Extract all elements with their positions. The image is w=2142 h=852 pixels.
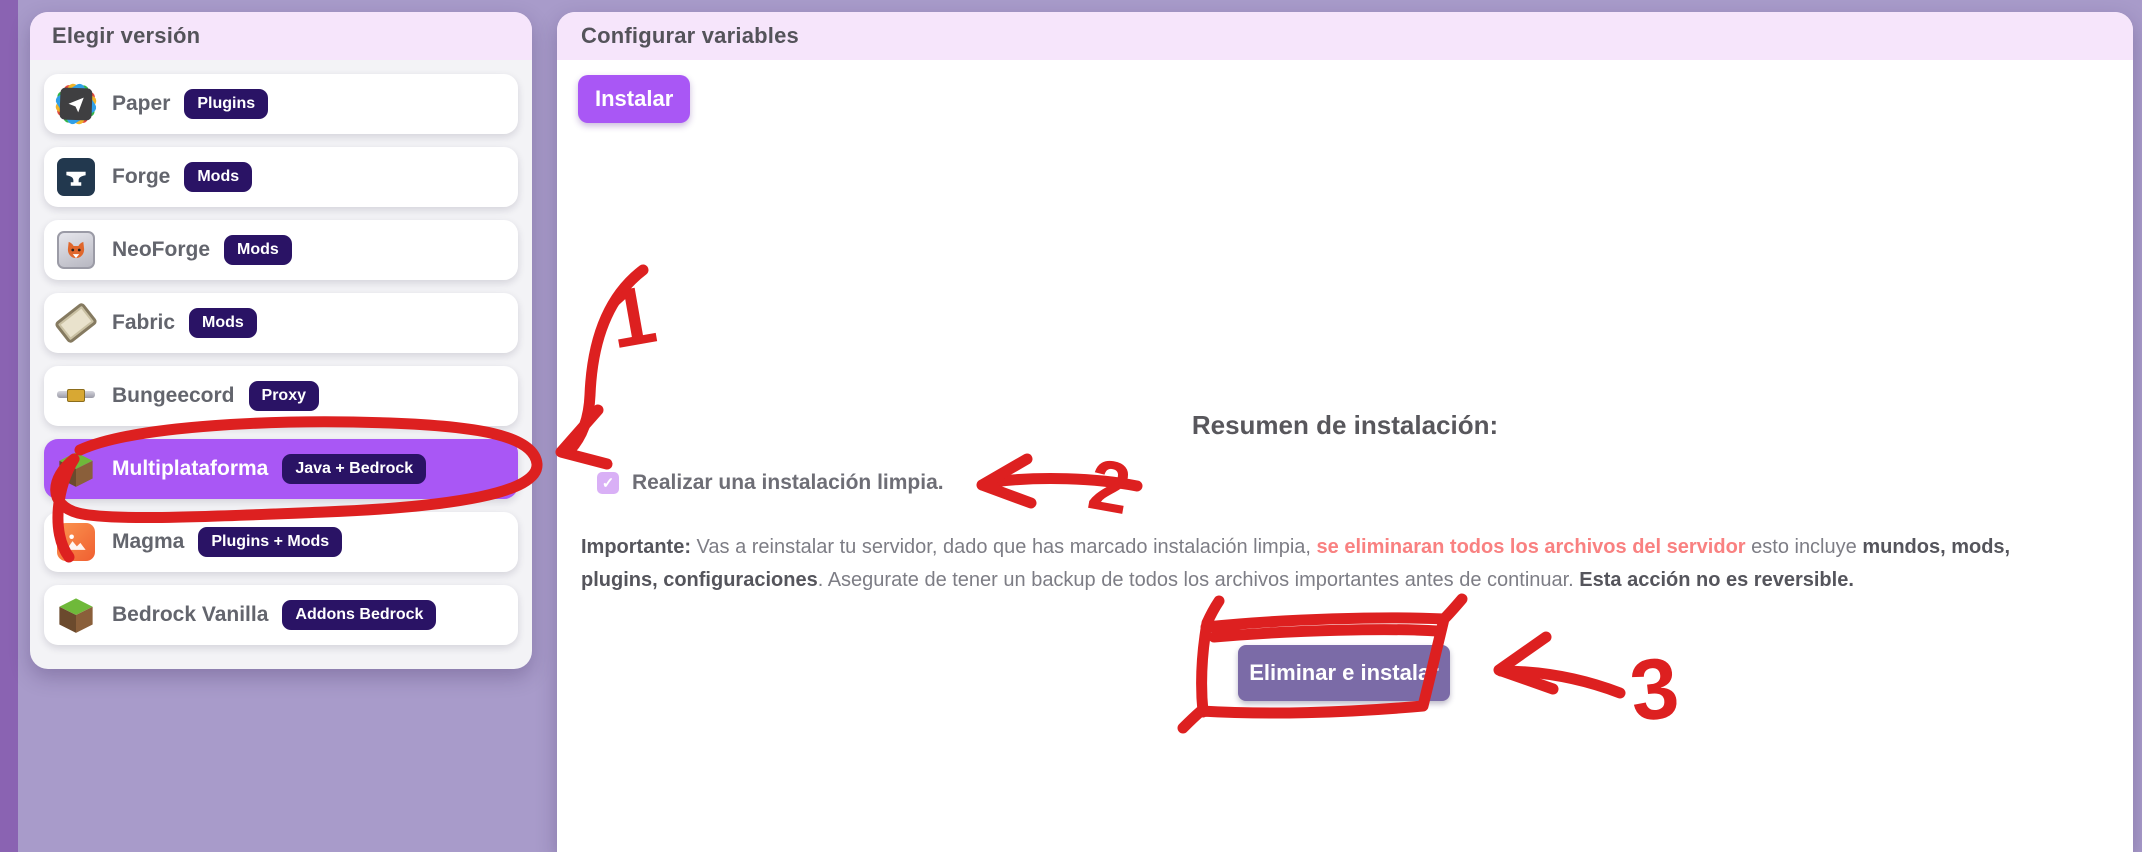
warning-highlight: se eliminaran todos los archivos del servidor	[1316, 536, 1746, 558]
left-edge-strip	[0, 0, 18, 852]
version-item-label: Magma	[112, 530, 185, 553]
warning-text-3: . Asegurate de tener un backup de todos los archivos importantes antes de continuar.	[817, 569, 1580, 591]
version-item-badge: Proxy	[249, 381, 319, 411]
version-item-forge[interactable]	[44, 147, 518, 207]
bungeecord-icon	[56, 376, 96, 416]
version-item-label: Multiplataforma	[112, 457, 269, 480]
version-item-badge: Mods	[224, 235, 292, 265]
annotation-step-1: 1	[601, 268, 663, 367]
clean-install-checkbox-row[interactable]	[597, 471, 944, 495]
annotation-step-2: 2	[1082, 444, 1137, 531]
configure-variables-title: Configurar variables	[581, 23, 799, 48]
check-icon: ✓	[601, 475, 615, 492]
version-item-label: Bungeecord	[112, 384, 235, 407]
version-item-badge: Addons Bedrock	[282, 600, 436, 630]
grass-block-icon	[56, 449, 96, 489]
version-panel	[30, 12, 532, 669]
install-summary-heading: Resumen de instalación:	[1191, 410, 1499, 440]
version-item-fabric[interactable]	[44, 293, 518, 353]
magma-icon	[56, 522, 96, 562]
version-item-label: Fabric	[112, 311, 176, 334]
version-item-badge: Mods	[184, 162, 252, 192]
checkbox-checked-icon[interactable]	[597, 472, 619, 494]
configure-variables-panel	[557, 12, 2133, 852]
version-item-badge: Plugins + Mods	[198, 527, 342, 557]
version-item-label: Paper	[112, 92, 171, 115]
version-item-badge: Mods	[189, 308, 257, 338]
warning-text-1: Vas a reinstalar tu servidor, dado que has marcado instalación limpia,	[691, 536, 1317, 558]
version-item-badge: Java + Bedrock	[282, 454, 426, 484]
grass-block-icon	[56, 595, 96, 635]
version-item-paper[interactable]	[44, 74, 518, 134]
version-item-multiplataforma[interactable]	[44, 439, 518, 499]
warning-text-2: esto incluye	[1745, 536, 1863, 558]
clean-install-label: Realizar una instalación limpia.	[632, 471, 944, 494]
version-item-bedrock-vanilla[interactable]	[44, 585, 518, 645]
annotation-step-3: 3	[1625, 639, 1684, 740]
warning-importante: Importante:	[581, 536, 691, 558]
version-item-neoforge[interactable]	[44, 220, 518, 280]
anvil-icon	[56, 157, 96, 197]
parchment-icon	[56, 303, 96, 343]
paper-plane-icon	[56, 84, 96, 124]
warning-bold-3: Esta acción no es reversible.	[1579, 569, 1854, 591]
version-item-label: NeoForge	[112, 238, 211, 261]
version-item-badge: Plugins	[184, 89, 268, 119]
install-button[interactable]: Instalar	[578, 75, 690, 123]
version-item-label: Forge	[112, 165, 171, 188]
delete-and-install-button[interactable]: Eliminar e instalar	[1238, 645, 1450, 701]
version-panel-header	[30, 12, 532, 60]
warning-paragraph	[581, 531, 2067, 597]
version-item-label: Bedrock Vanilla	[112, 603, 269, 626]
version-item-bungeecord[interactable]	[44, 366, 518, 426]
configure-variables-header	[557, 12, 2133, 60]
fox-icon	[56, 230, 96, 270]
warning-bold-2: mundos, mods, plugins, configuraciones	[581, 536, 2011, 591]
version-panel-title: Elegir versión	[52, 23, 201, 48]
version-list	[30, 60, 532, 659]
version-item-magma[interactable]	[44, 512, 518, 572]
